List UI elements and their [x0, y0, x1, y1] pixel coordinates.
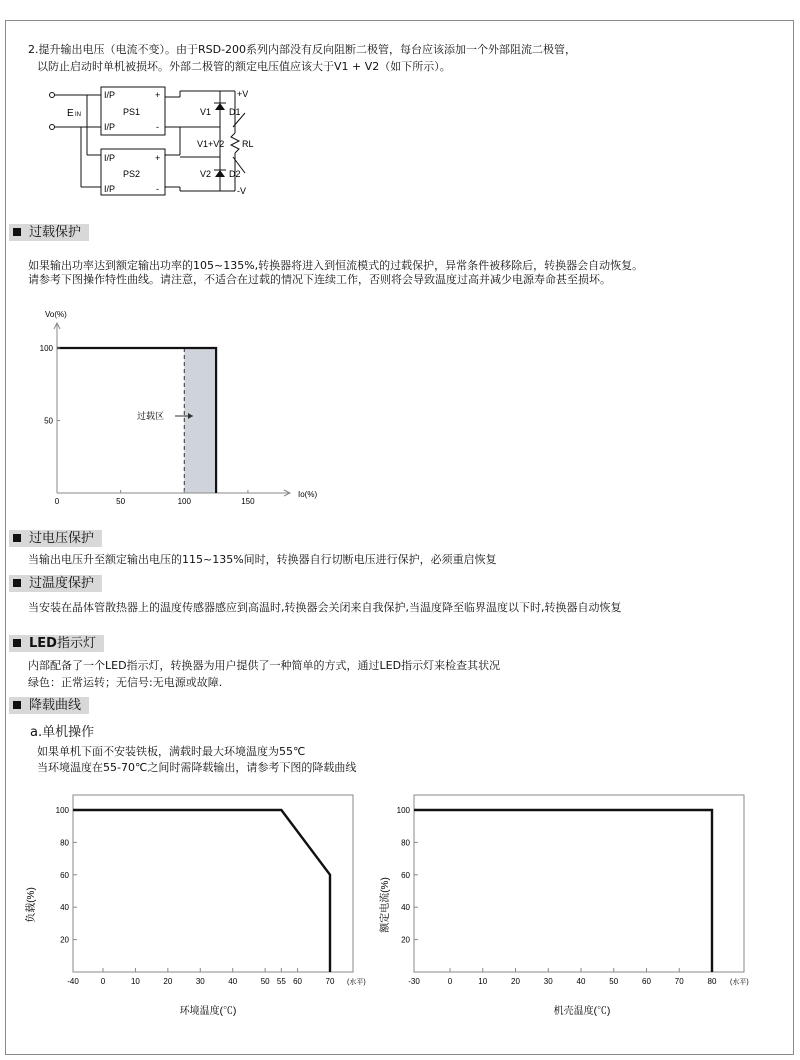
x-unit: (水平)	[347, 979, 366, 986]
overload-region	[184, 348, 216, 493]
y-tick-label: 60	[60, 870, 69, 880]
y-tick-label: 50	[44, 416, 53, 426]
load-label: RL	[242, 139, 254, 149]
sum-label: V1+V2	[197, 139, 225, 149]
y-tick-label: 80	[401, 838, 410, 848]
overload-chart	[35, 308, 325, 508]
xlabel: Io(%)	[298, 490, 318, 499]
pos-out-label: +V	[237, 89, 249, 99]
x-tick-label: 70	[674, 977, 684, 986]
y-tick-label: 40	[401, 903, 410, 913]
ps2-d-label: D2	[229, 169, 241, 179]
section-title: 降载曲线	[29, 698, 82, 713]
x-tick-label: 100	[177, 497, 191, 506]
x-tick-label: 50	[116, 497, 126, 506]
led-line-1: 内部配备了一个LED指示灯，转换器为用户提供了一种简单的方式，通过LED指示灯来检查其状况	[28, 659, 501, 672]
y-tick-label: 100	[55, 806, 69, 815]
x-tick-label: 30	[543, 977, 553, 986]
derating-line-2: 当环境温度在55-70℃之间时需降载输出，请参考下图的降载曲线	[37, 761, 357, 774]
y-tick-label: 80	[60, 838, 69, 848]
bullet-square-icon	[13, 579, 21, 587]
derating-curve	[414, 810, 712, 972]
plot-frame	[414, 795, 744, 972]
ein-sub-label: IN	[75, 112, 81, 118]
section-led	[9, 635, 104, 652]
section-overvoltage	[9, 530, 102, 547]
overload-region-label: 过载区	[137, 411, 165, 421]
overload-line-1: 如果输出功率达到额定输出功率的105~135%,转换器将进入到恒流模式的过载保护，异常条件被移除后，转换器会自动恢复。	[28, 259, 644, 272]
ps2-ip-bottom: I/P	[104, 184, 116, 194]
y-tick-label: 60	[401, 870, 410, 880]
ps2-ip-top: I/P	[104, 153, 116, 163]
ambient-derating-chart	[18, 785, 378, 1025]
section-title-bold: LED	[29, 636, 57, 651]
ps2-plus: +	[155, 153, 161, 163]
ps2-v-label: V2	[200, 169, 212, 179]
x-tick-label: 50	[260, 977, 270, 986]
xlabel: 环境温度(℃)	[179, 1006, 237, 1017]
bullet-square-icon	[13, 639, 21, 647]
ps1-plus: +	[155, 90, 161, 100]
bullet-square-icon	[13, 228, 21, 236]
section-overtemp	[9, 575, 102, 592]
x-tick-label: 55	[276, 977, 286, 986]
intro-line-1: 2.提升输出电压（电流不变）。由于RSD-200系列内部没有反向阻断二极管，每台应该添加一个外部阻流二极管，	[28, 43, 577, 56]
x-tick-label: 80	[707, 977, 717, 986]
x-tick-label: 10	[130, 977, 140, 986]
plot-frame	[73, 795, 353, 972]
bullet-square-icon	[13, 701, 21, 709]
overload-line-2: 请参考下图操作特性曲线。请注意，不适合在过载的情况下连续工作，否则将会导致温度过高并减少电源寿命甚至损坏。	[28, 273, 611, 286]
section-title: 指示灯	[56, 636, 96, 651]
x-tick-label: -40	[67, 977, 79, 986]
x-tick-label: -30	[408, 977, 420, 986]
ps1-minus: -	[156, 122, 159, 132]
ps1-d-label: D1	[229, 107, 241, 117]
x-tick-label: 0	[54, 497, 60, 506]
y-tick-label: 100	[396, 806, 410, 815]
x-tick-label: 70	[325, 977, 335, 986]
derating-line-1: 如果单机下面不安装铁板，满载时最大环境温度为55℃	[37, 745, 306, 758]
x-tick-label: 50	[609, 977, 619, 986]
x-tick-label: 60	[293, 977, 303, 986]
ps2-name: PS2	[123, 169, 141, 179]
ylabel: 额定电流(%)	[380, 877, 391, 933]
circuit-diagram	[45, 85, 325, 205]
section-title: 过载保护	[29, 225, 82, 240]
intro-line-2: 以防止启动时单机被损坏。外部二极管的额定电压值应该大于V1 + V2（如下所示）。	[37, 60, 451, 73]
neg-out-label: -V	[237, 186, 246, 196]
section-title: 过温度保护	[29, 576, 95, 591]
overtemp-text: 当安装在晶体管散热器上的温度传感器感应到高温时,转换器会关闭来自我保护,当温度降至临界温度以下时,转换器自动恢复	[28, 601, 622, 614]
ps1-name: PS1	[123, 107, 141, 117]
ps1-v-label: V1	[200, 107, 212, 117]
x-unit: (水平)	[730, 979, 749, 986]
bullet-square-icon	[13, 534, 21, 542]
y-tick-label: 100	[39, 344, 53, 353]
ylabel: Vo(%)	[45, 310, 67, 319]
x-tick-label: 10	[478, 977, 488, 986]
x-tick-label: 20	[511, 977, 520, 986]
ein-label: E	[67, 108, 74, 119]
section-title: 过电压保护	[29, 531, 95, 546]
derating-sub: a.单机操作	[30, 725, 95, 740]
derating-curve	[73, 810, 330, 972]
y-tick-label: 20	[401, 935, 410, 945]
led-line-2: 绿色：正常运转；无信号:无电源或故障.	[28, 676, 223, 689]
y-tick-label: 20	[60, 935, 69, 945]
xlabel: 机壳温度(℃)	[553, 1006, 611, 1017]
x-tick-label: 20	[163, 977, 173, 986]
ps1-ip-top: I/P	[104, 90, 116, 100]
section-overload	[9, 224, 89, 241]
ylabel: 负载(%)	[26, 887, 37, 923]
x-tick-label: 40	[228, 977, 238, 986]
x-tick-label: 30	[195, 977, 205, 986]
ps2-minus: -	[156, 184, 159, 194]
ps1-ip-bottom: I/P	[104, 122, 116, 132]
x-tick-label: 40	[576, 977, 586, 986]
x-tick-label: 0	[447, 977, 453, 986]
section-derating	[9, 697, 89, 714]
x-tick-label: 150	[241, 497, 255, 506]
overvoltage-text: 当输出电压升至额定输出电压的115~135%间时，转换器自行切断电压进行保护，必须重启恢复	[28, 553, 497, 566]
x-tick-label: 0	[100, 977, 106, 986]
case-derating-chart	[362, 785, 752, 1025]
y-tick-label: 40	[60, 903, 69, 913]
x-tick-label: 60	[642, 977, 651, 986]
